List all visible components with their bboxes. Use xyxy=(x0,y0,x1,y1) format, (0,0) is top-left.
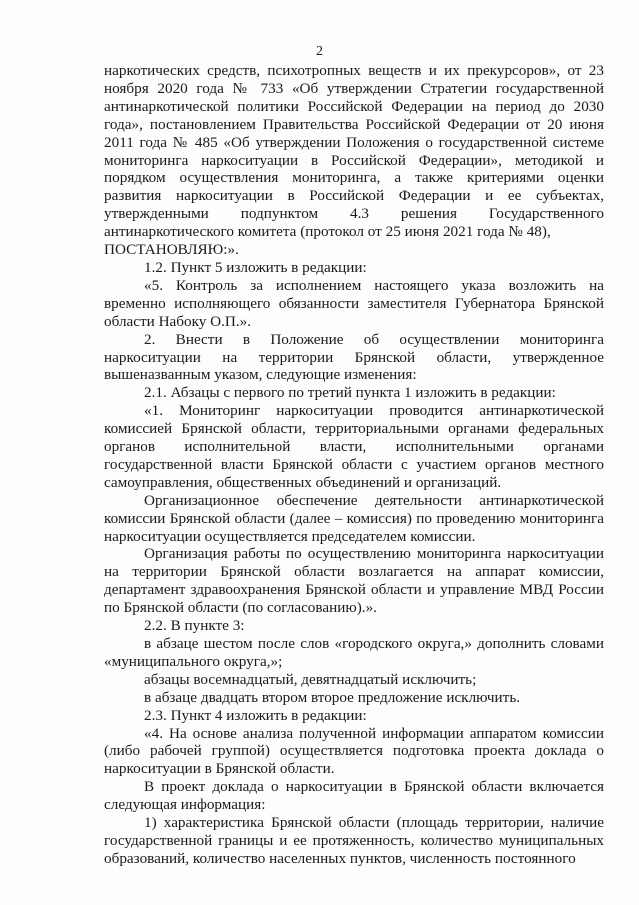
paragraph: «4. На основе анализа полученной информации аппаратом комиссии (либо рабочей группой) осуществляется подготовка проекта доклада о наркоситуации в Брянской области. xyxy=(104,724,604,778)
page-number: 2 xyxy=(316,44,323,59)
paragraph: 2.2. В пункте 3: xyxy=(144,617,245,635)
paragraph: в абзаце шестом после слов «городского округа,» дополнить словами «муниципального округа,»; xyxy=(104,635,604,670)
paragraph: в абзаце двадцать втором второе предложение исключить. xyxy=(144,688,521,706)
document-body xyxy=(104,62,604,868)
paragraph: 2.3. Пункт 4 изложить в редакции: xyxy=(144,706,367,724)
paragraph: наркотических средств, психотропных веществ и их прекурсоров», от 23 ноября 2020 года № 733 «Об утверждении Стратегии государственной антинаркотической политики Российской Федерации на период до 2030 года», постановлением Правительства Российской Федерации от 20 июня 2011 года № 485 «Об утверждении Положения о государственной системе мониторинга наркоситуации в Российской Федерации», методикой и порядком осуществления мониторинга, а также критериями оценки развития наркоситуации в Российской Федерации и ее субъектах, утвержденными подпунктом 4.3 решения Государственного антинаркотического комитета (протокол от 25 июня 2021 года № 48), xyxy=(104,62,604,241)
paragraph: ПОСТАНОВЛЯЮ:». xyxy=(104,241,239,259)
paragraph: Организация работы по осуществлению мониторинга наркоситуации на территории Брянской области возлагается на аппарат комиссии, департамент здравоохранения Брянской области и управление МВД России по Брянской области (по согласованию).». xyxy=(104,545,604,617)
paragraph: Организационное обеспечение деятельности антинаркотической комиссии Брянской области (далее – комиссия) по проведению мониторинга наркоситуации осуществляется председателем комиссии. xyxy=(104,491,604,545)
paragraph: 2.1. Абзацы с первого по третий пункта 1 изложить в редакции: xyxy=(144,384,556,402)
paragraph: абзацы восемнадцатый, девятнадцатый исключить; xyxy=(144,670,477,688)
paragraph: «5. Контроль за исполнением настоящего указа возложить на временно исполняющего обязанности заместителя Губернатора Брянской области Набоку О.П.». xyxy=(104,276,604,330)
paragraph: 2. Внести в Положение об осуществлении мониторинга наркоситуации на территории Брянской области, утвержденное вышеназванным указом, следующие изменения: xyxy=(104,330,604,384)
paragraph: 1.2. Пункт 5 изложить в редакции: xyxy=(144,258,367,276)
paragraph: 1) характеристика Брянской области (площадь территории, наличие государственной границы и ее протяженность, количество муниципальных образований, количество населенных пунктов, численность постоянного xyxy=(104,814,604,867)
paragraph: «1. Мониторинг наркоситуации проводится антинаркотической комиссией Брянской области, территориальными органами федеральных органов исполнительной власти, исполнительными органами государственной власти Брянской области с участием органов местного самоуправления, общественных объединений и организаций. xyxy=(104,402,604,491)
paragraph: В проект доклада о наркоситуации в Брянской области включается следующая информация: xyxy=(104,778,604,814)
